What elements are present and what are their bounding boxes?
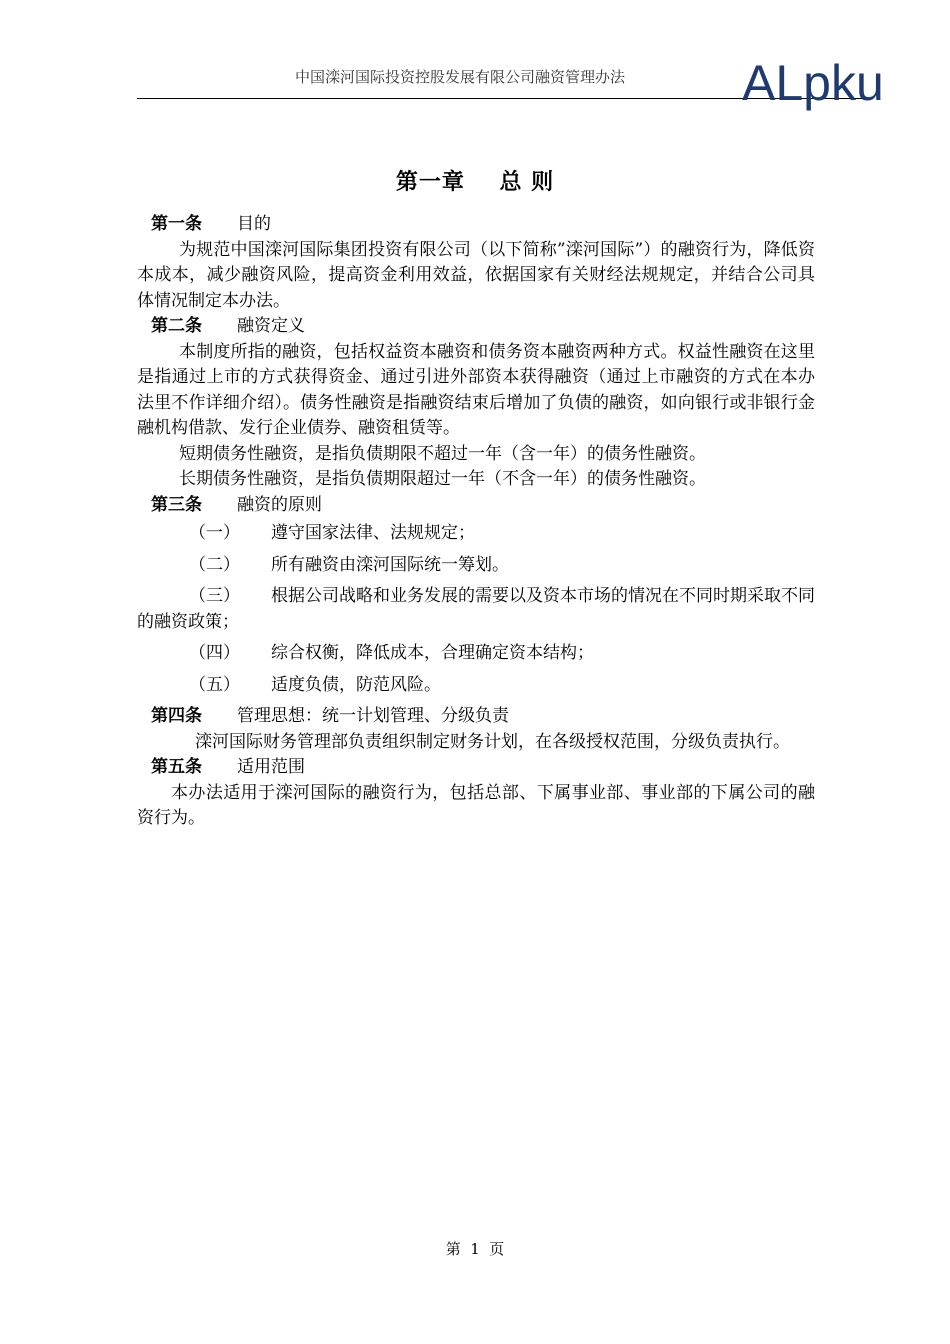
paragraph: 长期债务性融资，是指负债期限超过一年（不含一年）的债务性融资。 bbox=[179, 469, 706, 489]
paragraph: 短期债务性融资，是指负债期限不超过一年（含一年）的债务性融资。 bbox=[179, 443, 706, 464]
paragraph: 为规范中国滦河国际集团投资有限公司（以下简称”滦河国际”）的融资行为，降低资本成本，减少融资风险，提高资金利用效益，依据国家有关财经法规规定，并结合公司具体情况制定本办法。 bbox=[137, 239, 815, 311]
article-title: 管理思想：统一计划管理、分级负责 bbox=[237, 706, 509, 726]
article-heading bbox=[137, 493, 815, 519]
list-marker: （四） bbox=[189, 643, 240, 663]
list-marker: （三） bbox=[189, 586, 240, 606]
list-item-text: 综合权衡，降低成本，合理确定资本结构； bbox=[271, 643, 594, 663]
list-item bbox=[137, 673, 815, 699]
list-item bbox=[137, 521, 815, 547]
document-body bbox=[137, 212, 815, 832]
article-heading bbox=[137, 212, 815, 238]
article-number: 第五条 bbox=[151, 757, 202, 777]
list-marker: （一） bbox=[189, 523, 240, 543]
article-number: 第二条 bbox=[151, 316, 202, 336]
article-number: 第三条 bbox=[151, 494, 202, 515]
list-marker: （五） bbox=[189, 674, 240, 695]
article-title: 融资的原则 bbox=[237, 494, 322, 515]
paragraph: 滦河国际财务管理部负责组织制定财务计划，在各级授权范围，分级负责执行。 bbox=[195, 731, 790, 752]
paragraph: 本办法适用于滦河国际的融资行为，包括总部、下属事业部、事业部的下属公司的融资行为。 bbox=[137, 782, 815, 828]
list-marker: （二） bbox=[189, 554, 240, 575]
alpku-logo bbox=[740, 54, 884, 112]
article-number: 第四条 bbox=[151, 706, 202, 726]
list-item bbox=[137, 641, 815, 667]
article-heading bbox=[137, 704, 815, 730]
logo-text: ALpku bbox=[742, 55, 884, 111]
list-item-text: 适度负债，防范风险。 bbox=[271, 674, 441, 695]
list-item bbox=[137, 553, 815, 579]
header-title: 中国滦河国际投资控股发展有限公司融资管理办法 bbox=[294, 68, 625, 86]
article-title: 目的 bbox=[237, 214, 271, 234]
article-heading bbox=[137, 755, 815, 781]
list-item bbox=[137, 584, 815, 635]
article-title: 融资定义 bbox=[237, 316, 305, 336]
chapter-title: 第一章 总 则 bbox=[395, 169, 555, 195]
list-item-text: 根据公司战略和业务发展的需要以及资本市场的情况在不同时期采取不同的融资政策； bbox=[137, 586, 815, 632]
list-item-text: 所有融资由滦河国际统一筹划。 bbox=[271, 554, 509, 575]
list-item-text: 遵守国家法律、法规规定； bbox=[271, 523, 475, 543]
article-title: 适用范围 bbox=[237, 757, 305, 777]
page-number: 第 1 页 bbox=[445, 1240, 505, 1258]
article-heading bbox=[137, 314, 815, 340]
paragraph: 本制度所指的融资，包括权益资本融资和债务资本融资两种方式。权益性融资在这里是指通过上市的方式获得资金、通过引进外部资本获得融资（通过上市融资的方式在本办法里不作详细介绍）。债务性融资是指融资结束后增加了负债的融资，如向银行或非银行金融机构借款、发行企业债券、融资租赁等。 bbox=[137, 341, 815, 438]
article-number: 第一条 bbox=[151, 214, 202, 234]
